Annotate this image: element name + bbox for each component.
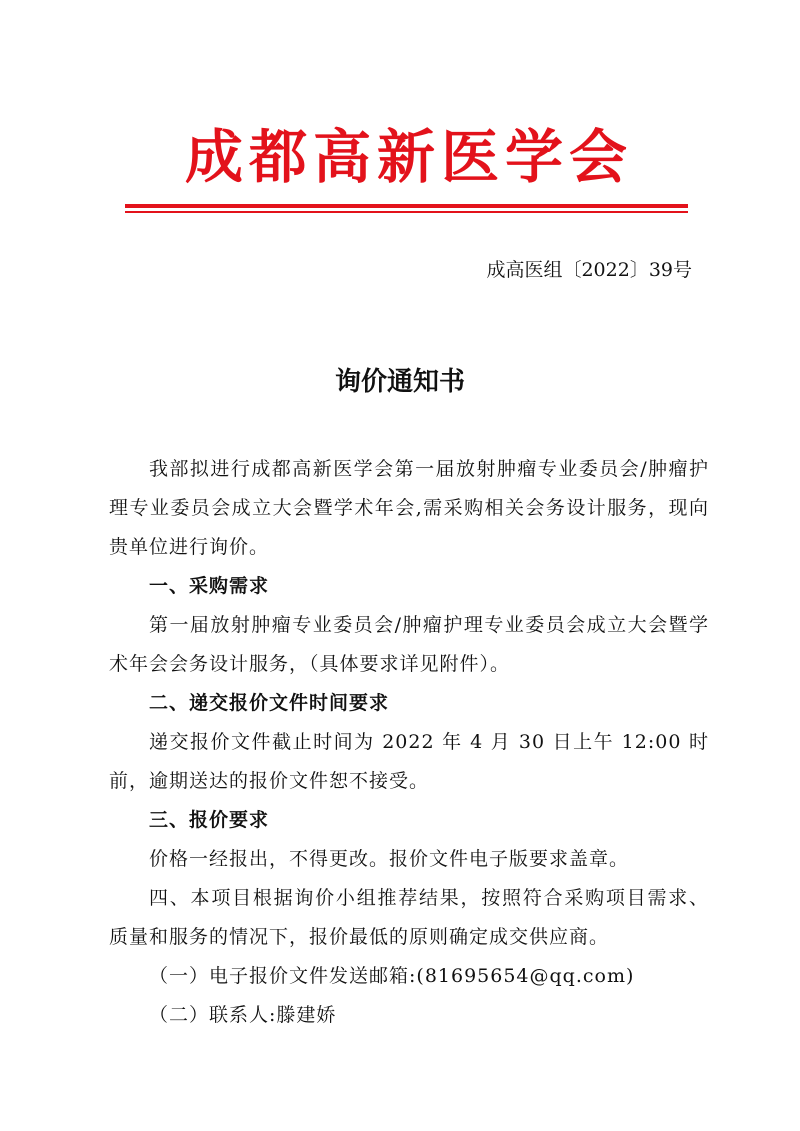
- section-4-paragraph: [109, 879, 709, 957]
- intro-paragraph: 我部拟进行成都高新医学会第一届放射肿瘤专业委员会/肿瘤护理专业委员会成立大会暨学术年会,需采购相关会务设计服务，现向贵单位进行询价。: [109, 458, 709, 558]
- section-1-text: 第一届放射肿瘤专业委员会/肿瘤护理专业委员会成立大会暨学术年会会务设计服务，（具体要求详见附件）。: [109, 614, 709, 675]
- section-1-heading: 一、采购需求: [149, 575, 270, 597]
- letterhead-rule-thick: [125, 204, 688, 208]
- section-4-text: 本项目根据询价小组推荐结果，按照符合采购项目需求、质量和服务的情况下，报价最低的原则确定成交供应商。: [109, 887, 709, 948]
- document-body: [109, 450, 709, 1035]
- section-3-heading: 三、报价要求: [149, 809, 270, 831]
- contact-person-line: （二）联系人:滕建娇: [149, 1004, 337, 1026]
- section-2-heading: 二、递交报价文件时间要求: [149, 692, 390, 714]
- section-3-text: 价格一经报出，不得更改。报价文件电子版要求盖章。: [149, 848, 630, 870]
- document-number: 成高医组〔2022〕39号: [486, 259, 692, 281]
- letterhead-rule-thin: [125, 211, 688, 213]
- contact-email-line: （一）电子报价文件发送邮箱:(81695654@qq.com): [149, 965, 635, 987]
- letterhead-org-name: 成都高新医学会: [184, 123, 633, 191]
- section-4-heading: 四、: [149, 887, 191, 909]
- section-2-text: 递交报价文件截止时间为 2022 年 4 月 30 日上午 12:00 时前，逾期送达的报价文件恕不接受。: [109, 731, 709, 792]
- document-title: 询价通知书: [334, 367, 465, 397]
